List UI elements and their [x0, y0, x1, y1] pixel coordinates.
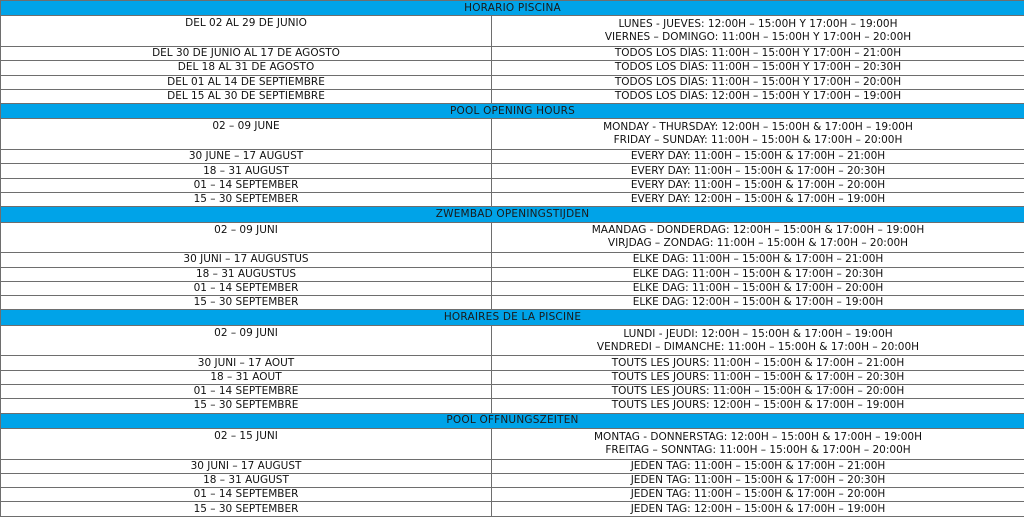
schedule-row	[1, 428, 1024, 459]
hours-line: MAANDAG - DONDERDAG: 12:00H – 15:00H & 17:00H – 19:00H	[591, 224, 925, 237]
hours-line: VIRJDAG – ZONDAG: 11:00H – 15:00H & 17:00H – 20:00H	[607, 237, 909, 250]
schedule-row	[1, 267, 1024, 281]
hours-cell	[492, 89, 1024, 103]
hours-cell	[492, 356, 1024, 370]
hours-line: JEDEN TAG: 12:00H – 15:00H & 17:00H – 19:00H	[630, 502, 886, 515]
hours-line: EVERY DAY: 12:00H – 15:00H & 17:00H – 19:00H	[630, 193, 886, 206]
schedule-row	[1, 459, 1024, 473]
pool-schedule-body	[1, 1, 1024, 517]
period-cell: 01 – 14 SEPTEMBRE	[1, 384, 492, 398]
schedule-row	[1, 164, 1024, 178]
hours-line: ELKE DAG: 11:00H – 15:00H & 17:00H – 20:30H	[632, 267, 884, 280]
period-cell: 18 – 31 AUGUST	[1, 164, 492, 178]
schedule-row	[1, 281, 1024, 295]
hours-cell	[492, 178, 1024, 192]
period-cell: 18 – 31 AOUT	[1, 370, 492, 384]
period-cell: 02 – 09 JUNI	[1, 325, 492, 356]
schedule-row	[1, 296, 1024, 310]
hours-line: TODOS LOS DÍAS: 11:00H – 15:00H Y 17:00H – 20:00H	[614, 75, 902, 88]
schedule-row	[1, 75, 1024, 89]
hours-cell	[492, 119, 1024, 150]
hours-line: LUNES - JUEVES: 12:00H – 15:00H Y 17:00H – 19:00H	[618, 18, 898, 31]
hours-line: MONTAG - DONNERSTAG: 12:00H – 15:00H & 17:00H – 19:00H	[594, 430, 922, 443]
schedule-row	[1, 89, 1024, 103]
schedule-row	[1, 399, 1024, 413]
period-cell: 15 – 30 SEPTEMBRE	[1, 399, 492, 413]
section-header-row	[1, 207, 1024, 222]
hours-line: ELKE DAG: 11:00H – 15:00H & 17:00H – 21:00H	[632, 253, 884, 266]
hours-line: VENDREDI – DIMANCHE: 11:00H – 15:00H & 17:00H – 20:00H	[596, 340, 920, 353]
schedule-row	[1, 473, 1024, 487]
hours-line: FRIDAY – SUNDAY: 11:00H – 15:00H & 17:00H – 20:00H	[613, 134, 903, 147]
hours-cell	[492, 75, 1024, 89]
hours-cell	[492, 192, 1024, 206]
period-cell: 15 – 30 SEPTEMBER	[1, 192, 492, 206]
period-cell: 01 – 14 SEPTEMBER	[1, 178, 492, 192]
period-cell: 30 JUNE – 17 AUGUST	[1, 150, 492, 164]
section-title: HORARIO PISCINA	[1, 1, 1024, 16]
schedule-row	[1, 356, 1024, 370]
hours-cell	[492, 61, 1024, 75]
period-cell: 30 JUNI – 17 AUGUSTUS	[1, 253, 492, 267]
schedule-row	[1, 46, 1024, 60]
period-cell: 02 – 15 JUNI	[1, 428, 492, 459]
hours-cell	[492, 222, 1024, 253]
schedule-row	[1, 222, 1024, 253]
hours-cell	[492, 370, 1024, 384]
schedule-row	[1, 178, 1024, 192]
hours-line: TODOS LOS DÍAS: 11:00H – 15:00H Y 17:00H – 21:00H	[614, 47, 902, 60]
hours-line: ELKE DAG: 12:00H – 15:00H & 17:00H – 19:00H	[632, 296, 884, 309]
section-header-row	[1, 104, 1024, 119]
hours-line: MONDAY - THURSDAY: 12:00H – 15:00H & 17:00H – 19:00H	[603, 121, 913, 134]
hours-cell	[492, 253, 1024, 267]
period-cell: 30 JUNI – 17 AUGUST	[1, 459, 492, 473]
hours-line: TODOS LOS DÍAS: 12:00H – 15:00H Y 17:00H – 19:00H	[614, 89, 902, 102]
hours-cell	[492, 488, 1024, 502]
hours-line: FREITAG – SONNTAG: 11:00H – 15:00H & 17:00H – 20:00H	[605, 443, 911, 456]
schedule-row	[1, 150, 1024, 164]
hours-cell	[492, 46, 1024, 60]
schedule-row	[1, 370, 1024, 384]
hours-cell	[492, 325, 1024, 356]
section-header-row	[1, 310, 1024, 325]
schedule-row	[1, 192, 1024, 206]
section-header-row	[1, 1, 1024, 16]
period-cell: 30 JUNI – 17 AOUT	[1, 356, 492, 370]
hours-cell	[492, 267, 1024, 281]
hours-line: TOUTS LES JOURS: 11:00H – 15:00H & 17:00H – 20:30H	[611, 370, 905, 383]
hours-line: JEDEN TAG: 11:00H – 15:00H & 17:00H – 20:00H	[630, 488, 886, 501]
schedule-row	[1, 384, 1024, 398]
hours-line: EVERY DAY: 11:00H – 15:00H & 17:00H – 20:30H	[630, 164, 886, 177]
hours-cell	[492, 399, 1024, 413]
period-cell: 02 – 09 JUNE	[1, 119, 492, 150]
section-title: POOL ÖFFNUNGSZEITEN	[1, 413, 1024, 428]
section-header-row	[1, 413, 1024, 428]
hours-cell	[492, 16, 1024, 47]
period-cell: 18 – 31 AUGUSTUS	[1, 267, 492, 281]
period-cell: DEL 18 AL 31 DE AGOSTO	[1, 61, 492, 75]
schedule-row	[1, 325, 1024, 356]
period-cell: 18 – 31 AUGUST	[1, 473, 492, 487]
period-cell: 01 – 14 SEPTEMBER	[1, 281, 492, 295]
hours-line: EVERY DAY: 11:00H – 15:00H & 17:00H – 20:00H	[630, 178, 886, 191]
schedule-row	[1, 16, 1024, 47]
period-cell: DEL 02 AL 29 DE JUNIO	[1, 16, 492, 47]
hours-cell	[492, 281, 1024, 295]
period-cell: DEL 30 DE JUNIO AL 17 DE AGOSTO	[1, 46, 492, 60]
period-cell: 15 – 30 SEPTEMBER	[1, 296, 492, 310]
period-cell: 01 – 14 SEPTEMBER	[1, 488, 492, 502]
hours-cell	[492, 502, 1024, 517]
hours-line: VIERNES – DOMINGO: 11:00H – 15:00H Y 17:00H – 20:00H	[604, 31, 912, 44]
hours-cell	[492, 150, 1024, 164]
schedule-row	[1, 502, 1024, 517]
schedule-row	[1, 253, 1024, 267]
hours-cell	[492, 459, 1024, 473]
hours-cell	[492, 384, 1024, 398]
section-title: ZWEMBAD OPENINGSTIJDEN	[1, 207, 1024, 222]
schedule-row	[1, 488, 1024, 502]
hours-cell	[492, 428, 1024, 459]
section-title: HORAIRES DE LA PISCINE	[1, 310, 1024, 325]
hours-line: JEDEN TAG: 11:00H – 15:00H & 17:00H – 20:30H	[630, 473, 886, 486]
hours-cell	[492, 296, 1024, 310]
period-cell: DEL 15 AL 30 DE SEPTIEMBRE	[1, 89, 492, 103]
hours-line: EVERY DAY: 11:00H – 15:00H & 17:00H – 21:00H	[630, 150, 886, 163]
schedule-row	[1, 61, 1024, 75]
schedule-row	[1, 119, 1024, 150]
hours-line: LUNDI - JEUDI: 12:00H – 15:00H & 17:00H – 19:00H	[623, 327, 893, 340]
period-cell: DEL 01 AL 14 DE SEPTIEMBRE	[1, 75, 492, 89]
section-title: POOL OPENING HOURS	[1, 104, 1024, 119]
hours-line: TOUTS LES JOURS: 11:00H – 15:00H & 17:00H – 21:00H	[611, 356, 905, 369]
period-cell: 02 – 09 JUNI	[1, 222, 492, 253]
hours-line: TODOS LOS DÍAS: 11:00H – 15:00H Y 17:00H – 20:30H	[614, 61, 902, 74]
hours-line: TOUTS LES JOURS: 11:00H – 15:00H & 17:00H – 20:00H	[611, 385, 905, 398]
hours-cell	[492, 164, 1024, 178]
hours-cell	[492, 473, 1024, 487]
hours-line: JEDEN TAG: 11:00H – 15:00H & 17:00H – 21:00H	[630, 459, 886, 472]
hours-line: TOUTS LES JOURS: 12:00H – 15:00H & 17:00H – 19:00H	[611, 399, 905, 412]
period-cell: 15 – 30 SEPTEMBER	[1, 502, 492, 517]
hours-line: ELKE DAG: 11:00H – 15:00H & 17:00H – 20:00H	[632, 281, 884, 294]
